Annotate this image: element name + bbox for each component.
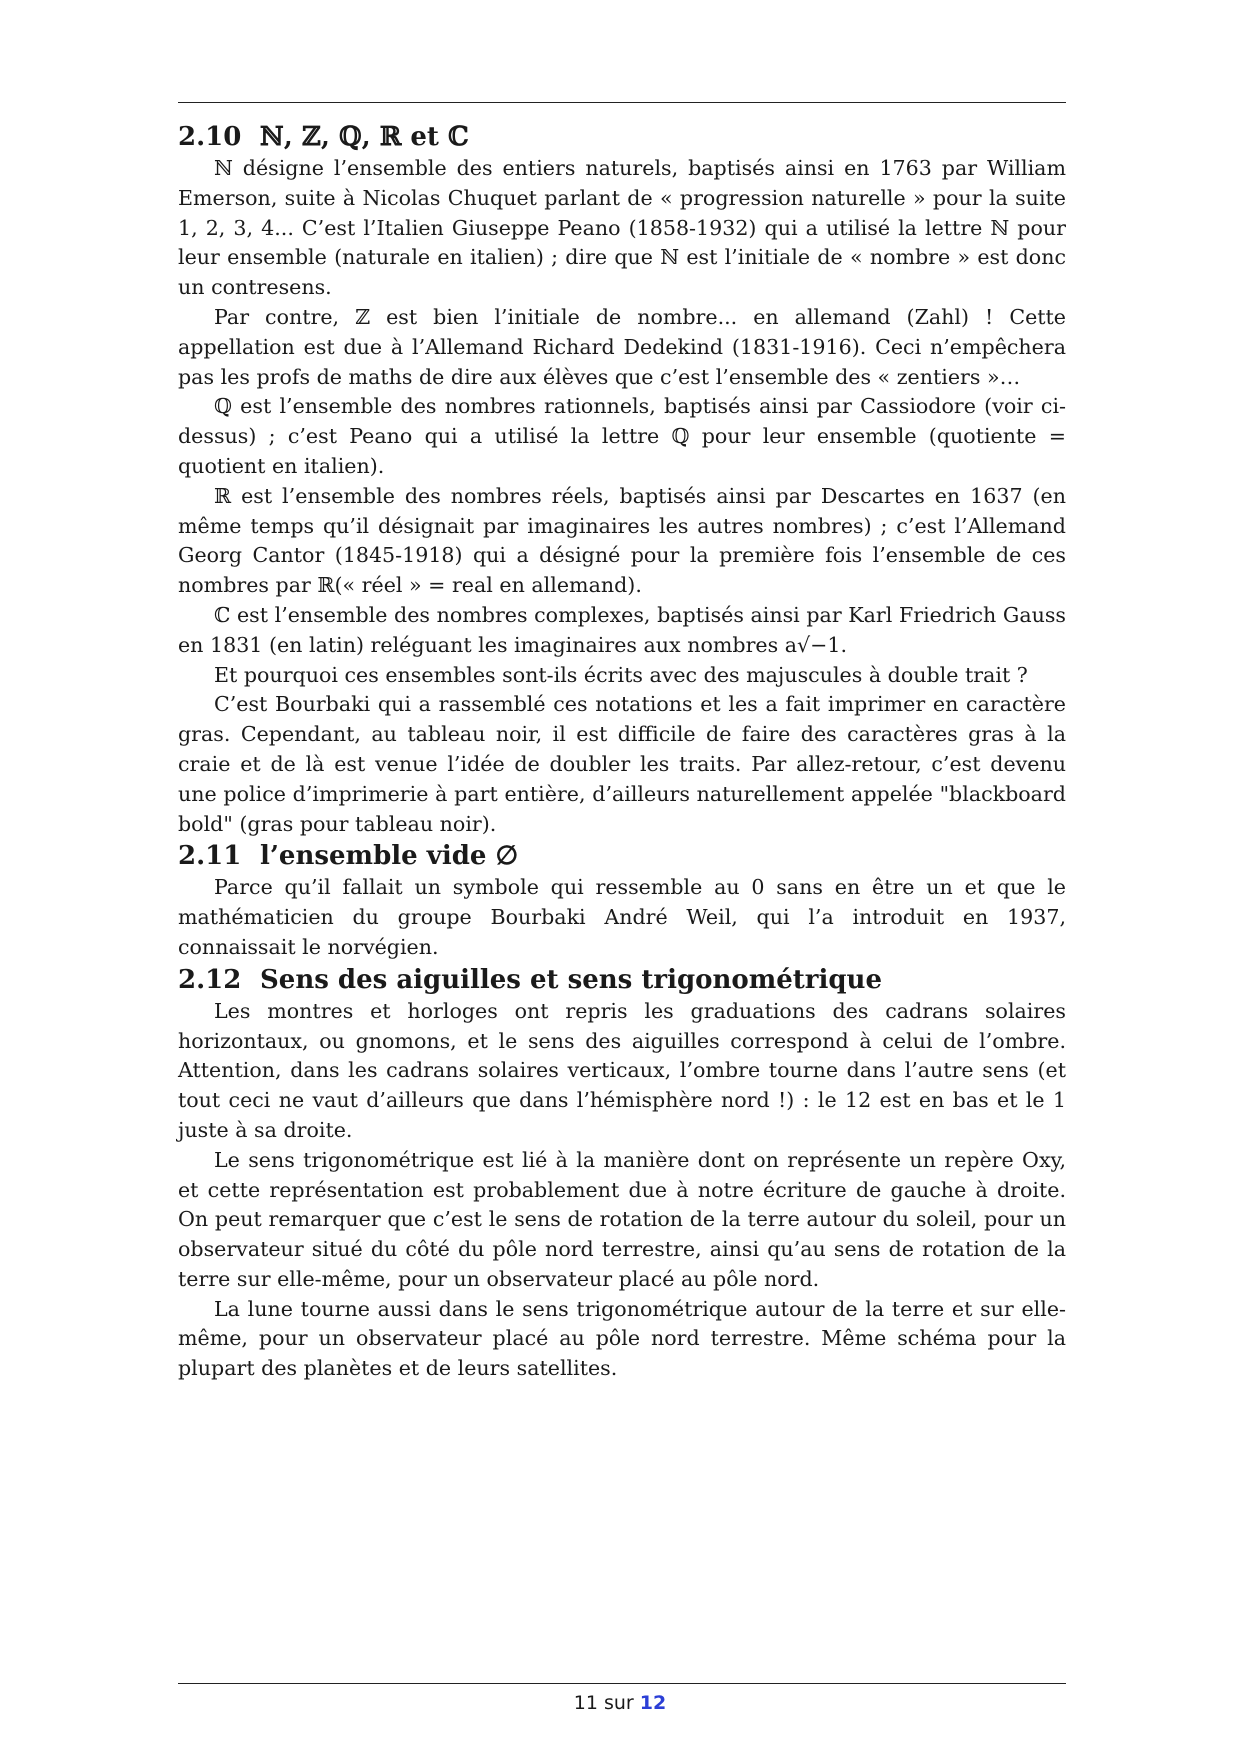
page-separator: sur (603, 1692, 634, 1714)
section-title: Sens des aiguilles et sens trigonométrique (260, 964, 882, 995)
section-title: l’ensemble vide ∅ (260, 841, 519, 872)
section-heading (178, 963, 1066, 997)
paragraph: ℂ est l’ensemble des nombres complexes, baptisés ainsi par Karl Friedrich Gauss en 1831 (en latin) reléguant les imaginaires aux nombres a√−1. (178, 602, 1066, 657)
page-content (178, 120, 1066, 1384)
page-total: 12 (639, 1692, 667, 1714)
paragraph: ℝ est l’ensemble des nombres réels, baptisés ainsi par Descartes en 1637 (en même temps qu’il désignait par imaginaires les autres nombres) ; c’est l’Allemand Georg Cantor (1845-1918) qui a désigné pour la première fois l’ensemble de ces nombres par ℝ(« réel » = real en allemand). (178, 483, 1066, 598)
page-footer (0, 1692, 1240, 1714)
paragraph: Le sens trigonométrique est lié à la manière dont on représente un repère Oxy, et cette représentation est probablement due à notre écriture de gauche à droite. On peut remarquer que c’est le sens de rotation de la terre autour du soleil, pour un observateur situé du côté du pôle nord terrestre, ainsi qu’au sens de rotation de la terre sur elle-même, pour un observateur placé au pôle nord. (178, 1147, 1066, 1291)
paragraph: Les montres et horloges ont repris les graduations des cadrans solaires horizontaux, ou gnomons, et le sens des aiguilles correspond à celui de l’ombre. Attention, dans les cadrans solaires verticaux, l’ombre tourne dans l’autre sens (et tout ceci ne vaut d’ailleurs que dans l’hémisphère nord !) : le 12 est en bas et le 1 juste à sa droite. (178, 998, 1066, 1142)
footer-rule (178, 1683, 1066, 1684)
paragraph: C’est Bourbaki qui a rassemblé ces notations et les a fait imprimer en caractère gras. Cependant, au tableau noir, il est difficile de faire des caractères gras à la craie et de là est venue l’idée de doubler les traits. Par allez-retour, c’est devenu une police d’imprimerie à part entière, d’ailleurs naturellement appelée "blackboard bold" (gras pour tableau noir). (178, 692, 1066, 836)
paragraph: La lune tourne aussi dans le sens trigonométrique autour de la terre et sur elle-même, pour un observateur placé au pôle nord terrestre. Même schéma pour la plupart des planètes et de leurs satellites. (178, 1296, 1066, 1381)
paragraph: Parce qu’il fallait un symbole qui ressemble au 0 sans en être un et que le mathématicien du groupe Bourbaki André Weil, qui l’a introduit en 1937, connaissait le norvégien. (178, 875, 1066, 959)
section-number: 2.10 (178, 122, 242, 152)
section-title: ℕ, ℤ, ℚ, ℝ et ℂ (260, 122, 469, 152)
paragraph: ℕ désigne l’ensemble des entiers naturels, baptisés ainsi en 1763 par William Emerson, suite à Nicolas Chuquet parlant de « progression naturelle » pour la suite 1, 2, 3, 4... C’est l’Italien Giuseppe Peano (1858-1932) qui a utilisé la lettre ℕ pour leur ensemble (naturale en italien) ; dire que ℕ est l’initiale de « nombre » est donc un contresens. (178, 156, 1066, 300)
section-heading (178, 839, 1066, 873)
header-rule (178, 102, 1066, 103)
section-heading (178, 120, 1066, 154)
paragraph: ℚ est l’ensemble des nombres rationnels, baptisés ainsi par Cassiodore (voir ci-dessus) ; c’est Peano qui a utilisé la lettre ℚ pour leur ensemble (quotiente = quotient en italien). (178, 394, 1066, 478)
section-number: 2.11 (178, 841, 242, 872)
section-number: 2.12 (178, 964, 242, 995)
paragraph: Par contre, ℤ est bien l’initiale de nombre... en allemand (Zahl) ! Cette appellation est due à l’Allemand Richard Dedekind (1831-1916). Ceci n’empêchera pas les profs de maths de dire aux élèves que c’est l’ensemble des « zentiers »… (178, 304, 1066, 389)
paragraph: Et pourquoi ces ensembles sont-ils écrits avec des majuscules à double trait ? (214, 662, 1028, 687)
page-number: 11 (573, 1692, 598, 1714)
